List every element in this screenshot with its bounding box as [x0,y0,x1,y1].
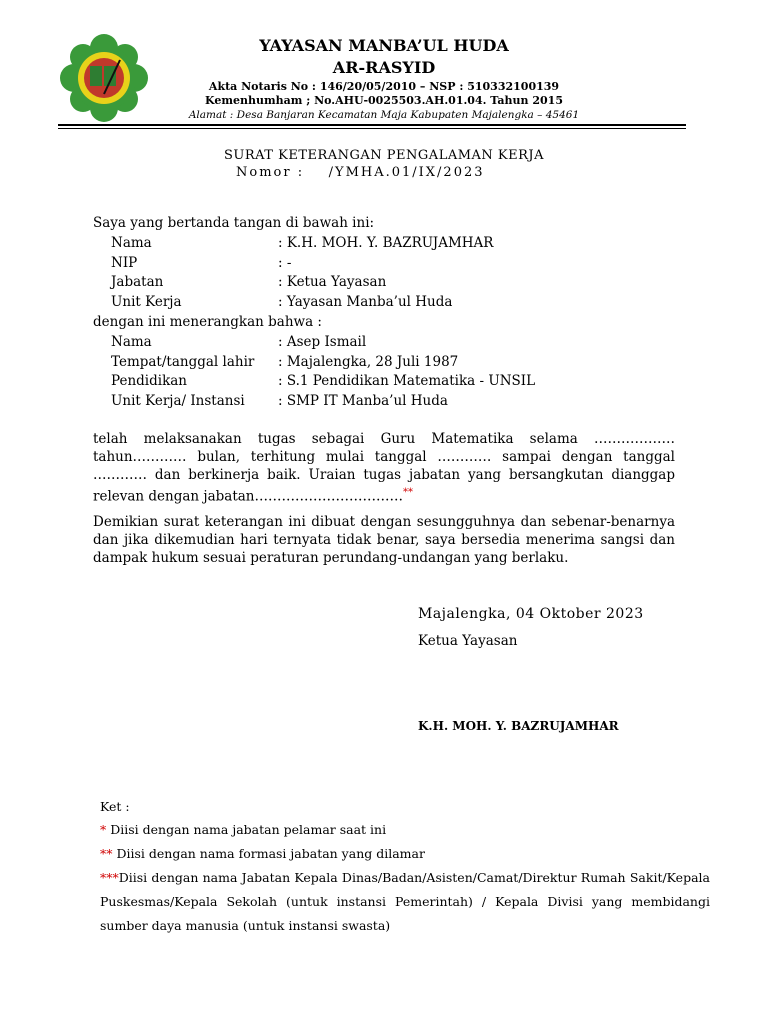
signer-label: NIP [111,255,138,271]
subject-value: : S.1 Pendidikan Matematika - UNSIL [278,373,536,389]
subject-label: Nama [111,334,152,350]
subject-label: Unit Kerja/ Instansi [111,393,245,409]
footnote-mark: ** [403,487,414,498]
subject-value: : Asep Ismail [278,334,367,350]
body-paragraph-duty-text: telah melaksanakan tugas sebagai Guru Matematika selama ……………… tahun………… bulan, terhitung mulai tanggal ………… sampai dengan tanggal ………… dan berkinerja baik. Uraian tugas jabatan yang bersangkutan dianggap relevan dengan jabatan…………………………… [93,431,675,505]
header-rule-thin [58,128,686,129]
ministry-info: Kemenhumham ; No.AHU-0025503.AH.01.04. Tahun 2015 [205,94,563,107]
signature-name: K.H. MOH. Y. BAZRUJAMHAR [418,719,619,733]
note-text: Diisi dengan nama Jabatan Kepala Dinas/Badan/Asisten/Camat/Direktur Rumah Sakit/Kepala Puskesmas/Kepala Sekolah (untuk instansi Pemerintah) / Kepala Divisi yang membidangi sumber daya manusia (untuk instansi swasta) [100,870,710,933]
signer-label: Unit Kerja [111,294,182,310]
signature-place-date: Majalengka, 04 Oktober 2023 [418,606,644,622]
subject-value: : SMP IT Manba’ul Huda [278,393,448,409]
note-mark: *** [100,870,119,885]
header-rule-thick [58,124,686,126]
note-text: Diisi dengan nama formasi jabatan yang dilamar [112,846,425,861]
note-item [100,818,710,842]
body-paragraph-duty [93,430,675,506]
organization-subname: AR-RASYID [332,58,436,77]
document-number: Nomor : /YMHA.01/IX/2023 [236,165,485,180]
signer-value: : K.H. MOH. Y. BAZRUJAMHAR [278,235,494,251]
organization-address: Alamat : Desa Banjaran Kecamatan Maja Kabupaten Majalengka – 45461 [188,109,580,121]
note-text: Diisi dengan nama jabatan pelamar saat ini [106,822,387,837]
signature-position: Ketua Yayasan [418,633,518,649]
signer-value: : Yayasan Manba’ul Huda [278,294,453,310]
subject-value: : Majalengka, 28 Juli 1987 [278,354,459,370]
note-item [100,842,710,866]
body-paragraph-closing: Demikian surat keterangan ini dibuat dengan sesungguhnya dan sebenar-benarnya dan jika dikemudian hari ternyata tidak benar, saya bersedia menerima sangsi dan dampak hukum sesuai peraturan perundang-undangan yang berlaku. [93,514,675,566]
document-title: SURAT KETERANGAN PENGALAMAN KERJA [223,148,545,163]
organization-name: YAYASAN MANBA’UL HUDA [259,36,509,55]
declare-text: dengan ini menerangkan bahwa : [93,314,322,330]
signer-value: : - [278,255,292,271]
signer-value: : Ketua Yayasan [278,274,387,290]
subject-label: Tempat/tanggal lahir [111,354,255,370]
signer-label: Jabatan [111,274,164,290]
notes-heading: Ket : [100,799,130,814]
subject-label: Pendidikan [111,373,188,389]
notary-info: Akta Notaris No : 146/20/05/2010 – NSP : 510332100139 [208,80,560,93]
note-mark: ** [100,846,113,861]
note-mark: * [100,822,107,837]
note-item [100,866,710,938]
intro-text: Saya yang bertanda tangan di bawah ini: [93,215,375,231]
signer-label: Nama [111,235,152,251]
